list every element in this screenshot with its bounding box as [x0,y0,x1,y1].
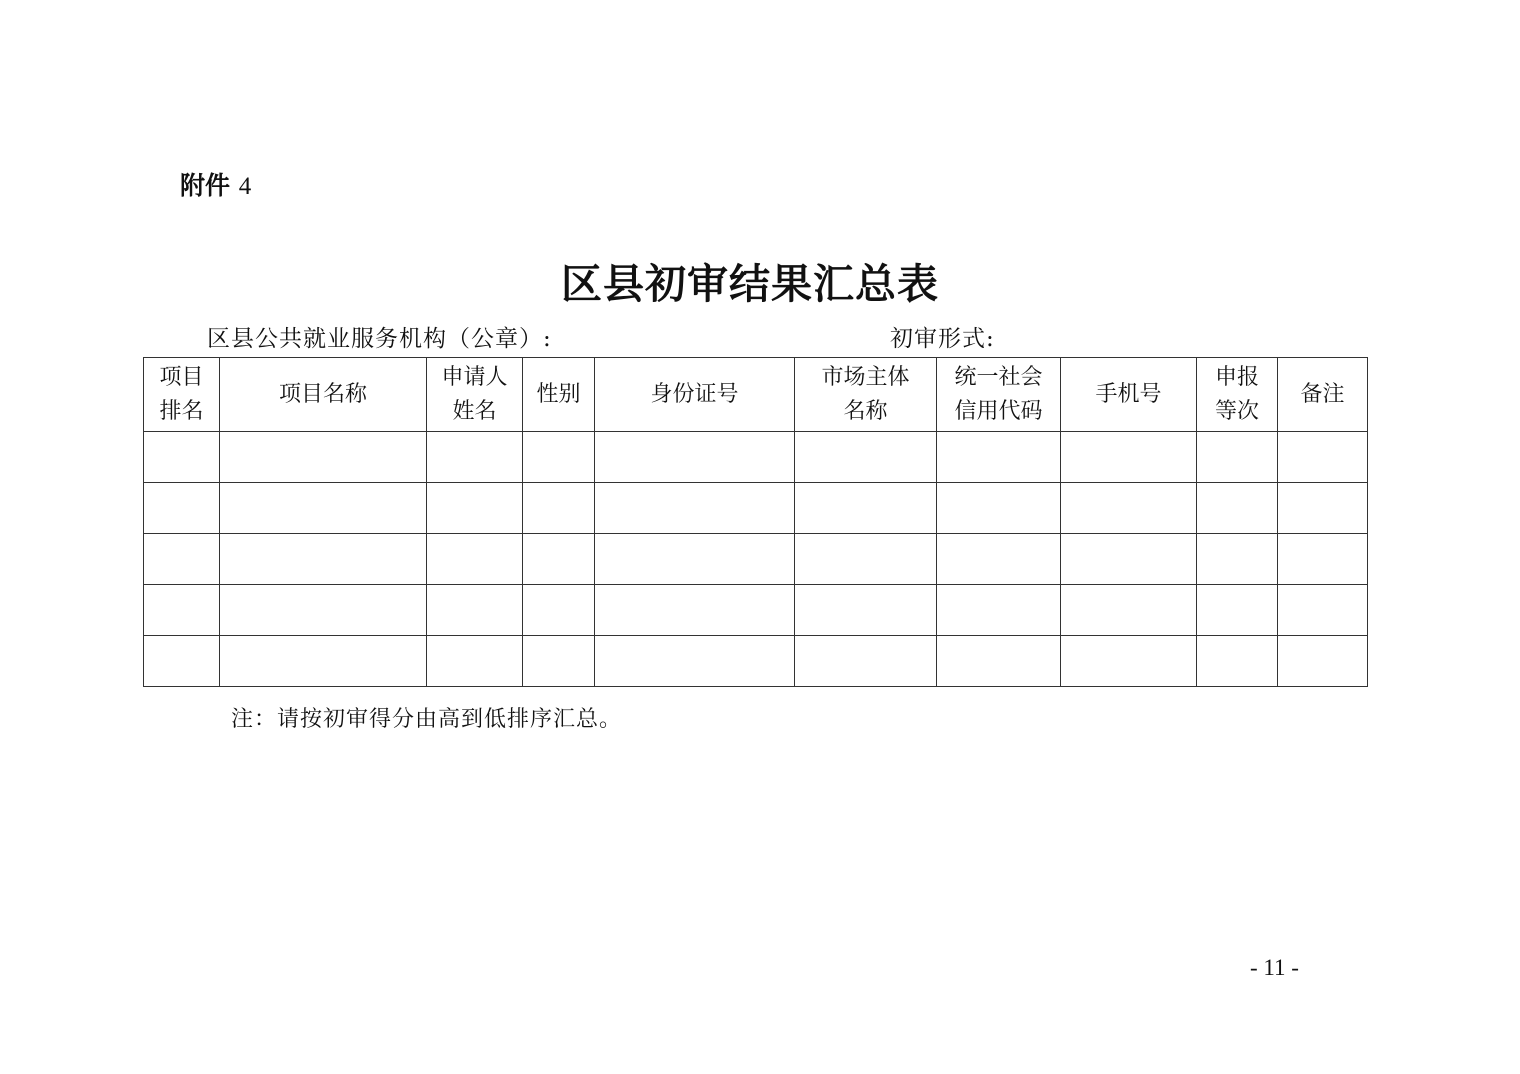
table-cell[interactable] [1061,636,1197,687]
table-cell[interactable] [1278,534,1368,585]
table-cell[interactable] [595,483,795,534]
table-cell[interactable] [523,636,595,687]
page-number: - 11 - [1250,955,1299,980]
column-header-credit-code: 统一社会 信用代码 [937,358,1061,432]
summary-table [143,357,1368,687]
table-cell[interactable] [220,585,427,636]
table-cell[interactable] [220,636,427,687]
column-header-project-name: 项目名称 [220,358,427,432]
table-cell[interactable] [595,585,795,636]
table-cell[interactable] [1197,636,1278,687]
attachment-label-text: 附件 [180,171,231,200]
table-cell[interactable] [595,636,795,687]
table-cell[interactable] [1278,432,1368,483]
table-cell[interactable] [523,432,595,483]
column-header-project-rank: 项目 排名 [144,358,220,432]
table-row [144,432,1368,483]
table-cell[interactable] [937,534,1061,585]
table-row [144,534,1368,585]
table-row [144,636,1368,687]
table-cell[interactable] [427,483,523,534]
table-row [144,483,1368,534]
table-cell[interactable] [1278,636,1368,687]
table-cell[interactable] [795,585,937,636]
attachment-number: 4 [238,173,252,200]
table-cell[interactable] [523,483,595,534]
column-header-market-entity-name: 市场主体 名称 [795,358,937,432]
table-cell[interactable] [937,483,1061,534]
column-header-remarks: 备注 [1278,358,1368,432]
table-row [144,585,1368,636]
table-cell[interactable] [1061,432,1197,483]
table-cell[interactable] [1278,585,1368,636]
table-cell[interactable] [795,483,937,534]
table-cell[interactable] [795,534,937,585]
table-cell[interactable] [937,585,1061,636]
table-header-row [144,358,1368,432]
table-cell[interactable] [144,534,220,585]
table-cell[interactable] [144,432,220,483]
table-cell[interactable] [427,534,523,585]
page-title: 区县初审结果汇总表 [561,260,939,308]
table-cell[interactable] [220,534,427,585]
table-cell[interactable] [1061,534,1197,585]
column-header-gender: 性别 [523,358,595,432]
table-cell[interactable] [1197,585,1278,636]
table-cell[interactable] [595,432,795,483]
table-cell[interactable] [427,636,523,687]
table-cell[interactable] [220,432,427,483]
table-cell[interactable] [144,483,220,534]
table-cell[interactable] [427,585,523,636]
table-cell[interactable] [1197,534,1278,585]
table-cell[interactable] [937,432,1061,483]
table-cell[interactable] [220,483,427,534]
table-cell[interactable] [795,636,937,687]
table-note: 注：请按初审得分由高到低排序汇总。 [231,707,623,732]
table-cell[interactable] [595,534,795,585]
table-cell[interactable] [937,636,1061,687]
table-cell[interactable] [144,636,220,687]
table-cell[interactable] [1278,483,1368,534]
table-cell[interactable] [144,585,220,636]
column-header-id-number: 身份证号 [595,358,795,432]
column-header-application-level: 申报 等次 [1197,358,1278,432]
review-form-label: 初审形式: [890,326,995,352]
attachment-label [180,170,251,203]
table-cell[interactable] [523,534,595,585]
agency-seal-label: 区县公共就业服务机构（公章）: [207,326,552,352]
table-cell[interactable] [1061,585,1197,636]
table-cell[interactable] [795,432,937,483]
table-cell[interactable] [523,585,595,636]
table-cell[interactable] [427,432,523,483]
column-header-applicant-name: 申请人 姓名 [427,358,523,432]
table-cell[interactable] [1197,432,1278,483]
column-header-phone: 手机号 [1061,358,1197,432]
table-cell[interactable] [1197,483,1278,534]
table-cell[interactable] [1061,483,1197,534]
